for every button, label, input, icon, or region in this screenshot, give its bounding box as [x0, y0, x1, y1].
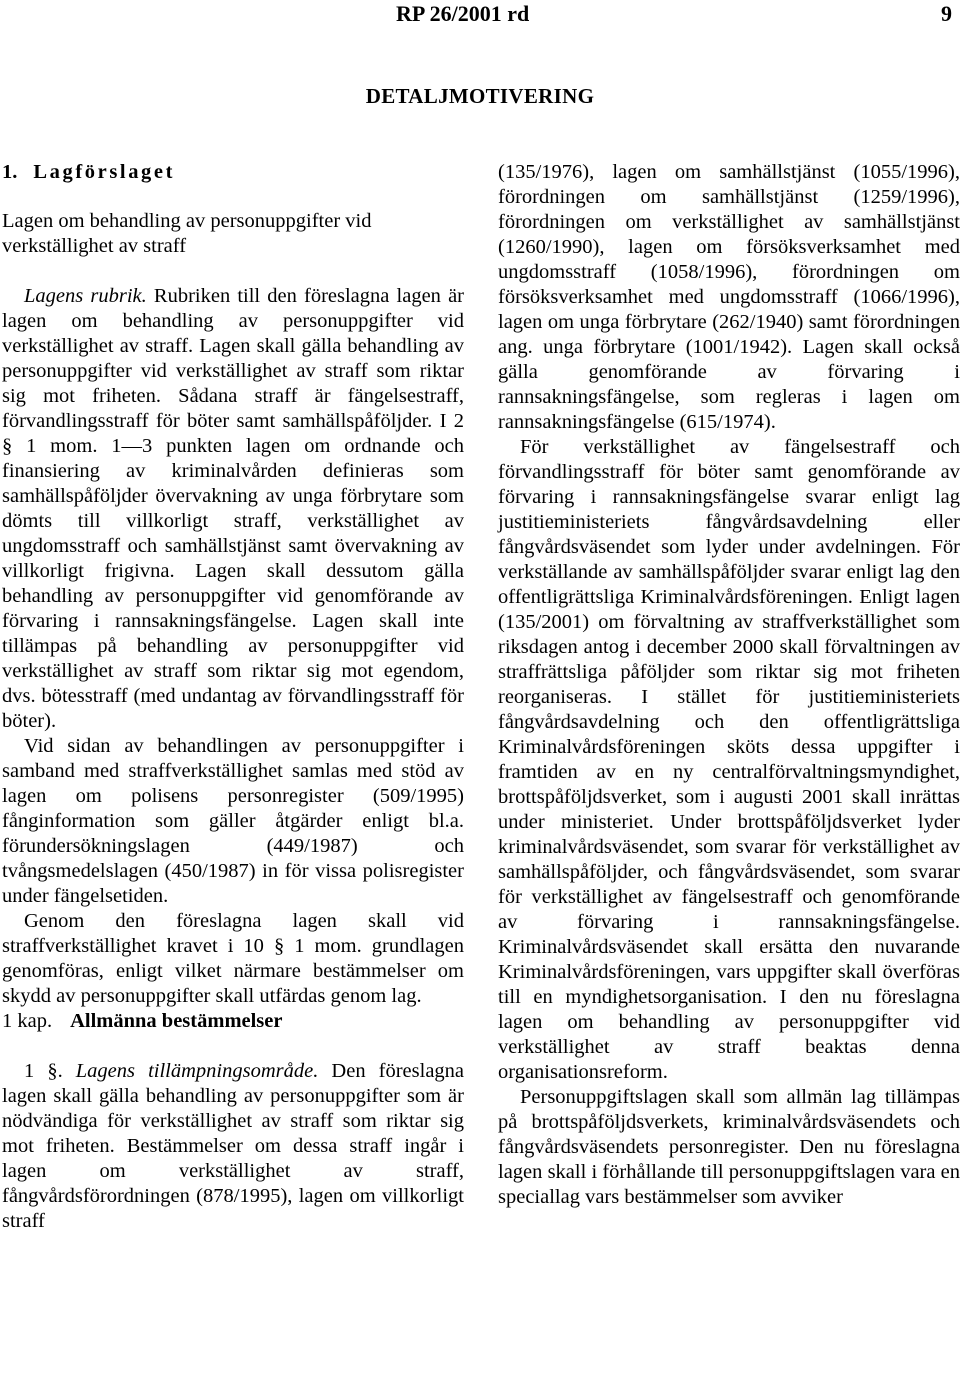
chapter-label: 1 kap. [2, 1010, 53, 1032]
section-heading [2, 160, 464, 185]
paragraph-personregister: Vid sidan av behandlingen av personuppgifter i samband med straffverkställighet samlas med stöd av lagen om polisens personregister (509/1995) fånginformation som gäller åtgärder enligt bl.a. förundersökningslagen (449/1987) och tvångsmedelslagen (450/1987) in för vissa polisregister under fängelsetiden. [2, 735, 464, 907]
section-paragraph-number: 1 §. [24, 1060, 63, 1082]
paragraph-body: Rubriken till den föreslagna lagen är lagen om behandling av personuppgifter vid verkställighet av straff. Lagen skall gälla behandling av personuppgifter vid verkställighet av straff som riktar sig mot friheten. Sådana straff är fängelsestraff, förvandlingsstraff för böter samt samhällspåföljder. I 2 § 1 mom. 1—3 punkten lagen om ordnande och finansiering av kriminalvården definieras som samhällspåföljder övervakning av unga förbrytare som dömts till villkorligt straff, verkställighet av ungdomsstraff och samhällstjänst samt övervakning av villkorligt frigivna. Lagen skall dessutom gälla behandling av personuppgifter vid genomförande av förvaring i rannsakningsfängelse. Lagen skall inte tillämpas på behandling av personuppgifter vid verkställighet av straff som riktar sig mot egendom, dvs. bötesstraff (med undantag av förvandlingsstraff för böter). [2, 285, 464, 732]
paragraph-rubrik [2, 284, 464, 734]
paragraph-laws-list: (135/1976), lagen om samhällstjänst (1055/1996), förordningen om samhällstjänst (1259/1996), förordningen om verkställighet av samhällstjänst (1260/1990), lagen om försöksverksamhet med ungdomsstraff (1058/1996), förordningen om försöksverksamhet med ungdomsstraff (1066/1996), lagen om unga förbrytare (262/1940) samt förordningen ang. unga förbrytare (1001/1942). Lagen skall också gälla genomförande av förvaring i rannsakningsfängelse, som regleras i lagen om rannsakningsfängelse (615/1974). [498, 161, 960, 433]
paragraph-personuppgiftslagen: Personuppgiftslagen skall som allmän lag tillämpas på brottspåföljdsverkets, kriminalvårdsväsendets och fångvårdsväsendets personregister. Den nu föreslagna lagen skall i förhållande till personuppgiftslagen vara en speciallag vars bestämmelser som avviker [498, 1086, 960, 1208]
section-paragraph-lead: Lagens tillämpningsområde. [75, 1060, 319, 1082]
section-title: Lagförslaget [33, 161, 176, 183]
paragraph-lead: Lagens rubrik. [24, 285, 147, 307]
right-column [498, 160, 960, 1210]
section-paragraph-body: Den föreslagna lagen skall gälla behandling av personuppgifter som är nödvändiga för verkställighet av straff som riktar sig mot friheten. Bestämmelser om dessa straff ingår i lagen om verkställighet av straff, fångvårdsförordningen (878/1995), lagen om villkorligt straff [2, 1060, 465, 1232]
page-number: 9 [941, 1, 952, 26]
chapter-heading [2, 1009, 464, 1034]
section-number: 1. [2, 161, 18, 183]
left-column [2, 160, 464, 1234]
paragraph-section-1 [2, 1059, 464, 1234]
law-title: Lagen om behandling av personuppgifter vid verkställighet av straff [2, 210, 372, 257]
page-title: DETALJMOTIVERING [365, 84, 595, 108]
paragraph-organisation: För verkställighet av fängelsestraff och förvandlingsstraff för böter samt genomförande av förvaring i rannsakningsfängelse svarar enligt lag justitieministeriets fångvårdsavdelning eller fångvårdsväsendet som lyder under avdelningen. För verkställande av samhällspåföljder svarar enligt lag den offentligrättsliga Kriminalvårdsföreningen. Enligt lagen (135/2001) om förvaltning av straffverkställighet som riksdagen antog i december 2000 skall förvaltningen av straffrättsliga påföljder som riktar sig mot friheten reorganiseras. I stället för justitieministeriets fångvårdsavdelning och den offentligrättsliga Kriminalvårdsföreningen sköts dessa uppgifter i framtiden av en ny centralförvaltningsmyndighet, brottspåföljdsverket, som i augusti 2001 skall inrättas under ministeriet. Under brottspåföljdsverket lyder kriminalvårdsväsendet, som svarar för verkställighet av samhällspåföljder, och fångvårdsväsendet, som svarar för verkställighet av fängelsestraff och genomförande av förvaring i rannsakningsfängelse. Kriminalvårdsväsendet skall ersätta den nuvarande Kriminalvårdsföreningen, vars uppgifter skall överföras till en myndighetsorganisation. I den nu föreslagna lagen om behandling av personuppgifter vid verkställighet av straff beaktas denna organisationsreform. [498, 436, 960, 1083]
chapter-title: Allmänna bestämmelser [70, 1010, 283, 1032]
page-header [0, 0, 960, 30]
document-id: RP 26/2001 rd [396, 1, 530, 26]
paragraph-grundlagen: Genom den föreslagna lagen skall vid straffverkställighet kravet i 10 § 1 mom. grundlagen genomföras, enligt vilket närmare bestämmelser om skydd av personuppgifter skall utfärdas genom lag. [2, 910, 464, 1007]
